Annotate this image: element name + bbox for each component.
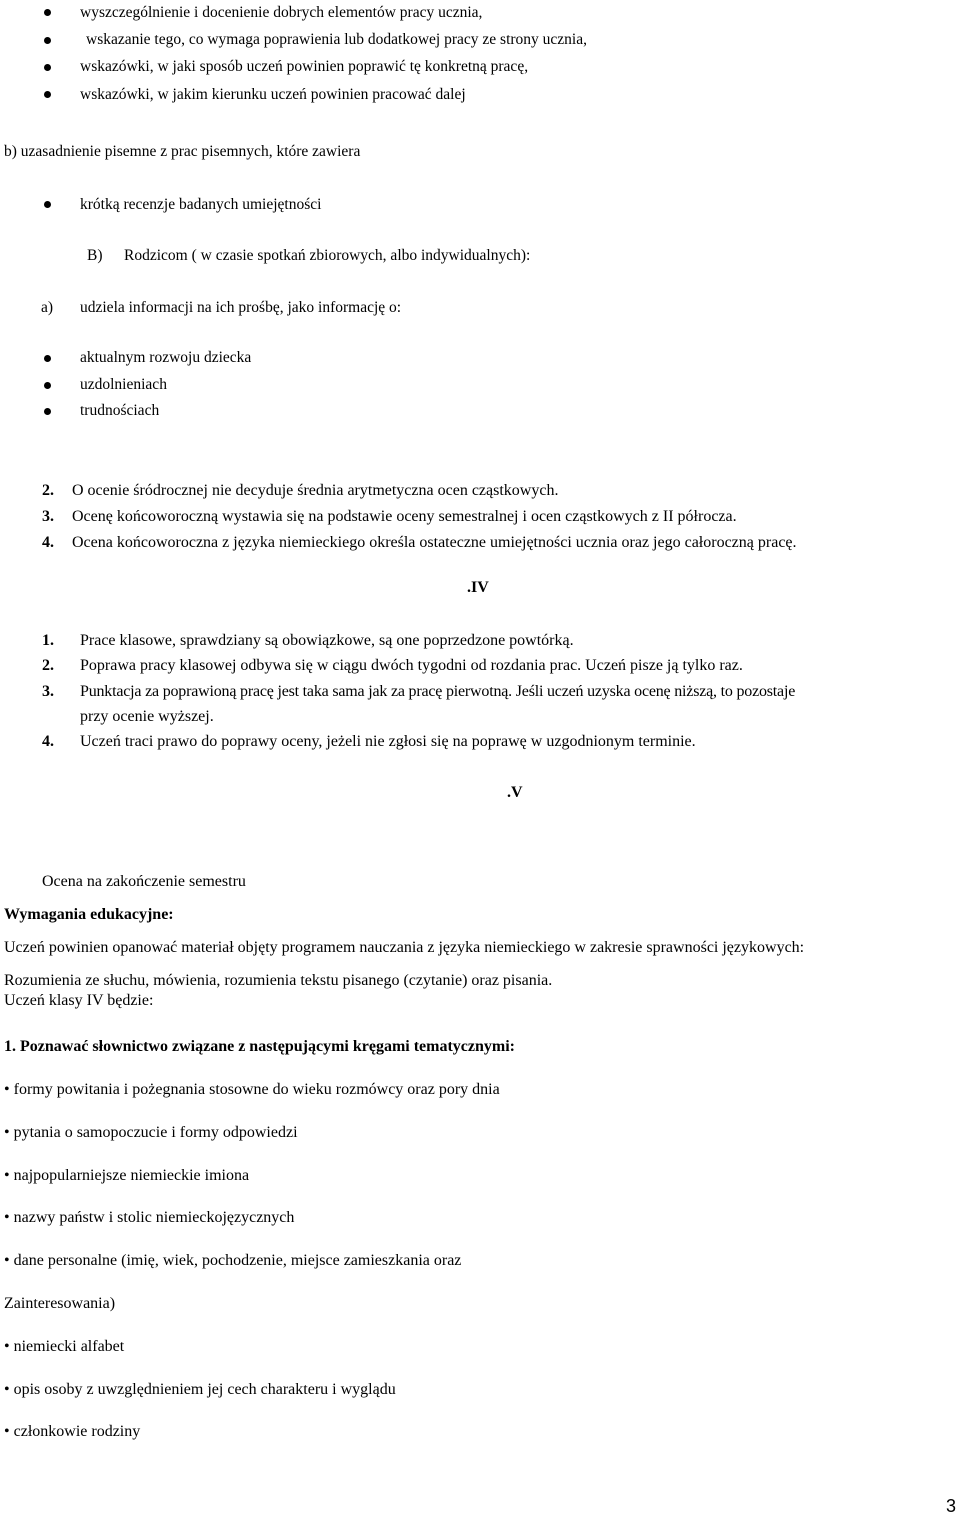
list-item-text: członkowie rodziny [13, 1423, 141, 1440]
list-number: 2. [42, 657, 54, 674]
bullet-glyph: • [4, 1338, 10, 1355]
list-item: Prace klasowe, sprawdziany są obowiązkowe, są one poprzedzone powtórką. [80, 632, 574, 649]
paragraph: Uczeń klasy IV będzie: [4, 992, 154, 1009]
list-number: 4. [42, 733, 54, 750]
section-heading-v: .V [507, 784, 523, 801]
section-b-heading: b) uzasadnienie pisemne z prac pisemnych, które zawiera [4, 143, 361, 160]
bullet-dot [44, 201, 51, 208]
list-item [4, 1380, 396, 1400]
semester-title: Ocena na zakończenie semestru [42, 873, 246, 890]
paragraph: Rozumienia ze słuchu, mówienia, rozumienia tekstu pisanego (czytanie) oraz pisania. [4, 972, 553, 989]
section-B-text: Rodzicom ( w czasie spotkań zbiorowych, albo indywidualnych): [124, 247, 531, 264]
bullet-dot [44, 9, 51, 16]
list-item [4, 1123, 298, 1143]
bullet-glyph: • [4, 1381, 10, 1398]
section-heading-iv: .IV [467, 579, 489, 596]
requirements-heading: Wymagania edukacyjne: [4, 906, 174, 923]
topic-heading: 1. Poznawać słownictwo związane z następującymi kręgami tematycznymi: [4, 1038, 516, 1055]
list-number: 4. [42, 534, 54, 551]
bullet-glyph: • [4, 1167, 10, 1184]
bullet-glyph: • [4, 1124, 10, 1141]
paragraph: Uczeń powinien opanować materiał objęty programem nauczania z języka niemieckiego w zakresie sprawności językowych: [4, 939, 805, 956]
list-item [4, 1337, 124, 1357]
list-item: aktualnym rozwoju dziecka [80, 349, 252, 366]
list-item-text: formy powitania i pożegnania stosowne do wieku rozmówcy oraz pory dnia [13, 1081, 500, 1098]
list-item [4, 1251, 461, 1271]
list-item-text: najpopularniejsze niemieckie imiona [13, 1167, 250, 1184]
list-item: O ocenie śródrocznej nie decyduje średnia arytmetyczna ocen cząstkowych. [72, 482, 559, 499]
bullet-dot [44, 382, 51, 389]
list-number: 3. [42, 508, 54, 525]
list-number: 1. [42, 632, 54, 649]
list-item: Punktacja za poprawioną pracę jest taka sama jak za pracę pierwotną. Jeśli uczeń uzyska ocenę niższą, to pozostaje [80, 683, 796, 700]
bullet-dot [44, 408, 51, 415]
list-item-continuation: Zainteresowania) [4, 1295, 116, 1312]
list-item: wyszczególnienie i docenienie dobrych elementów pracy ucznia, [80, 4, 483, 21]
list-item-continuation: przy ocenie wyższej. [80, 708, 214, 725]
list-item-text: dane personalne (imię, wiek, pochodzenie, miejsce zamieszkania oraz [13, 1252, 462, 1269]
list-item: Ocena końcoworoczna z języka niemieckiego określa ostateczne umiejętności ucznia oraz jego całoroczną pracę. [72, 534, 797, 551]
bullet-glyph: • [4, 1209, 10, 1226]
list-item-text: opis osoby z uwzględnieniem jej cech charakteru i wyglądu [13, 1381, 396, 1398]
list-item: trudnościach [80, 402, 160, 419]
list-item [4, 1166, 249, 1186]
bullet-dot [44, 37, 51, 44]
bullet-glyph: • [4, 1081, 10, 1098]
list-item [4, 1080, 500, 1100]
list-number: 3. [42, 683, 54, 700]
bullet-glyph: • [4, 1252, 10, 1269]
section-B-marker: B) [87, 247, 103, 264]
list-item: wskazanie tego, co wymaga poprawienia lub dodatkowej pracy ze strony ucznia, [86, 31, 587, 48]
bullet-dot [44, 355, 51, 362]
page-number: 3 [946, 1496, 957, 1516]
list-item: uzdolnieniach [80, 376, 167, 393]
bullet-dot [44, 64, 51, 71]
list-item-text: niemiecki alfabet [13, 1338, 125, 1355]
list-item-text: nazwy państw i stolic niemieckojęzycznych [13, 1209, 295, 1226]
bullet-glyph: • [4, 1423, 10, 1440]
list-item [4, 1422, 140, 1442]
list-number: 2. [42, 482, 54, 499]
list-item: wskazówki, w jaki sposób uczeń powinien poprawić tę konkretną pracę, [80, 58, 529, 75]
list-item: krótką recenzje badanych umiejętności [80, 196, 322, 213]
list-item [4, 1208, 294, 1228]
list-item: Uczeń traci prawo do poprawy oceny, jeżeli nie zgłosi się na poprawę w uzgodnionym terminie. [80, 733, 696, 750]
section-a-marker: a) [41, 299, 54, 316]
section-a-text: udziela informacji na ich prośbę, jako informację o: [80, 299, 402, 316]
list-item: wskazówki, w jakim kierunku uczeń powinien pracować dalej [80, 86, 466, 103]
list-item-text: pytania o samopoczucie i formy odpowiedzi [13, 1124, 298, 1141]
bullet-dot [44, 91, 51, 98]
list-item: Ocenę końcoworoczną wystawia się na podstawie oceny semestralnej i ocen cząstkowych z II półrocza. [72, 508, 737, 525]
list-item: Poprawa pracy klasowej odbywa się w ciągu dwóch tygodni od rozdania prac. Uczeń pisze ją tylko raz. [80, 657, 743, 674]
